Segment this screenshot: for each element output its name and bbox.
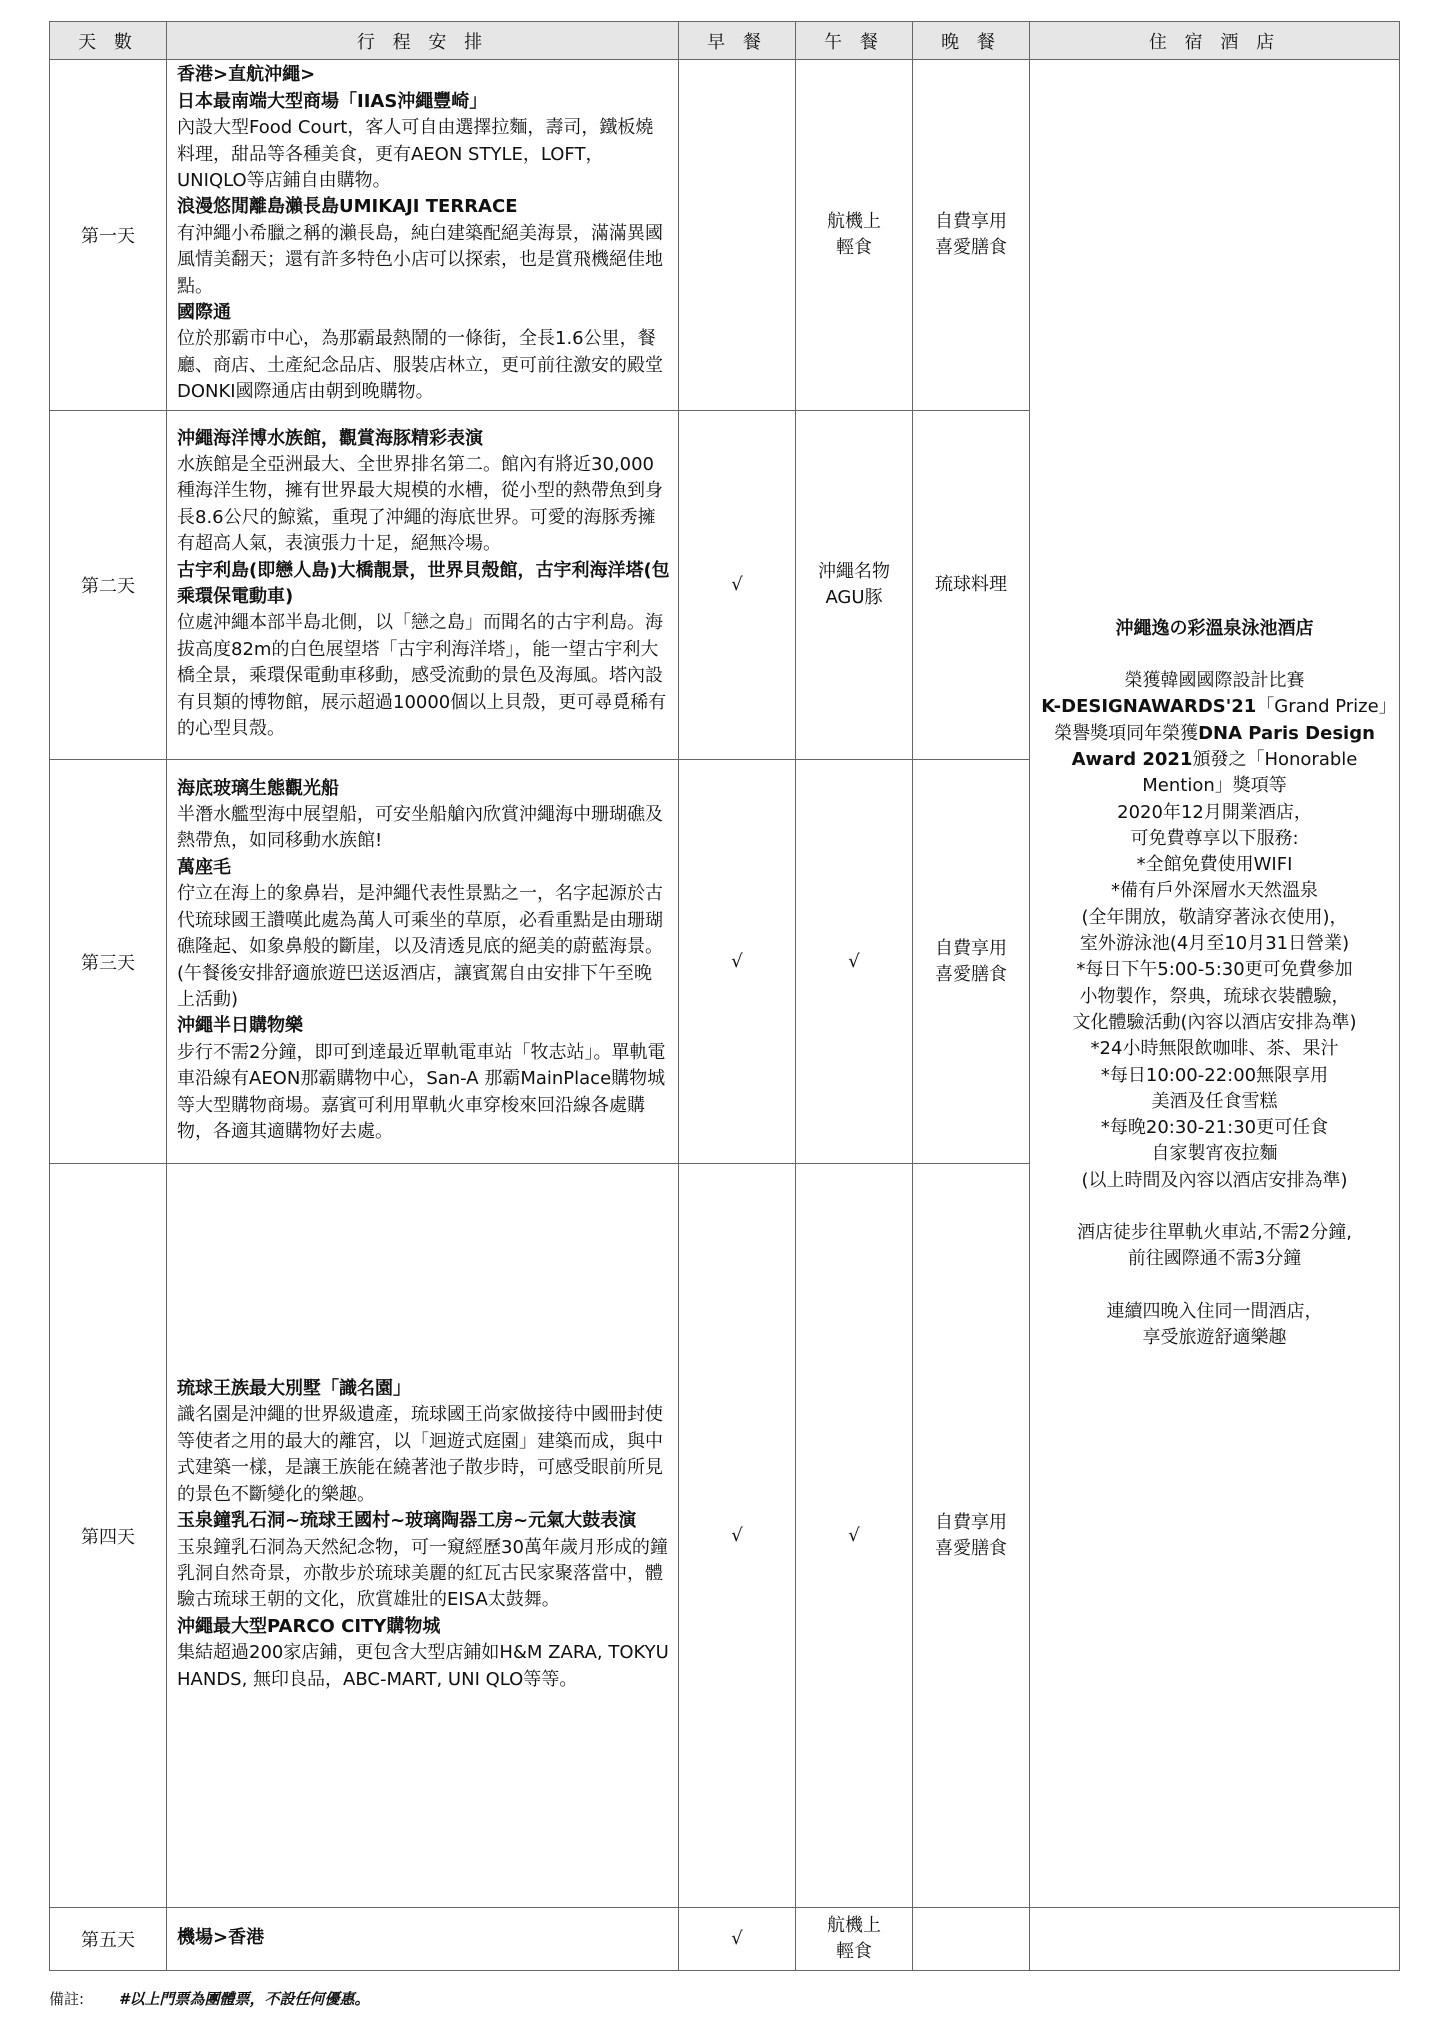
lunch-cell: 航機上 輕食 [796,1908,913,1971]
dinner-cell: 自費享用 喜愛膳食 [913,60,1030,411]
hotel-walk-line: 前往國際通不需3分鐘 [1127,1248,1302,1270]
day-label: 第五天 [50,1908,167,1971]
attraction-text: 半潛水艦型海中展望船，可安坐船艙內欣賞沖繩海中珊瑚礁及熱帶魚，如同移動水族館! [177,804,663,852]
hotel-info-line: 小物製作，祭典，琉球衣裝體驗， [1079,985,1350,1007]
day-label: 第四天 [50,1164,167,1908]
hotel-info-line: (全年開放，敬請穿著泳衣使用)， [1081,906,1348,928]
day-label: 第三天 [50,760,167,1164]
attraction-title: 沖繩半日購物樂 [177,1015,303,1037]
breakfast-cell: √ [679,1164,796,1908]
dinner-cell: 琉球料理 [913,411,1030,760]
day-row [50,1908,1400,1971]
hotel-info-line: *每日下午5:00-5:30更可免費參加 [1076,959,1353,981]
hotel-cell [1030,60,1400,1908]
breakfast-cell [679,60,796,411]
spacer [1040,1273,1389,1299]
attraction-title: 香港>直航沖繩> 日本最南端大型商場「IIAS沖繩豐崎」 [177,64,488,112]
hotel-info-line: *每日10:00-22:00無限享用 [1100,1064,1329,1086]
hotel-stay-line: 享受旅遊舒適樂趣 [1142,1326,1287,1348]
day-schedule [167,1164,679,1908]
lunch-cell: √ [796,1164,913,1908]
hotel-stay-line: 連續四晚入住同一間酒店， [1106,1300,1323,1322]
hotel-info-line: *每晚20:30-21:30更可任食 [1100,1117,1329,1139]
hotel-info-line: 自家製宵夜拉麵 [1151,1143,1278,1165]
footnote-label: 備註: [49,1990,85,2008]
day-schedule [167,760,679,1164]
attraction-title: 浪漫悠閒離島瀨長島UMIKAJI TERRACE [177,196,518,218]
attraction-text: 步行不需2分鐘，即可到達最近單軌電車站「牧志站」。單軌電車沿線有AEON那霸購物中心，San-A 那霸MainPlace購物城等大型購物商場。嘉賓可利用單軌火車穿梭來回沿線各處購物，各適其適購物好去處。 [177,1041,666,1142]
spacer [1040,1194,1389,1220]
header-day: 天 數 [50,22,167,60]
award-name: K-DESIGNAWARDS'21 [1041,696,1257,718]
attraction-title: 古宇利島(即戀人島)大橋靚景，世界貝殼館，古宇利海洋塔(包乘環保電動車) [177,559,670,607]
header-row [50,22,1400,60]
dinner-cell [913,1908,1030,1971]
attraction-title: 琉球王族最大別墅「識名園」 [177,1378,411,1400]
attraction-text: 識名園是沖繩的世界級遺產，琉球國王尚家做接待中國冊封使等使者之用的最大的離宮，以「迴遊式庭園」建築而成，與中式建築一樣，是讓王族能在繞著池子散步時，可感受眼前所見的景色不斷變化的樂趣。 [177,1404,663,1505]
hotel-info-line: 室外游泳池(4月至10月31日營業) [1079,933,1350,955]
day-label: 第二天 [50,411,167,760]
hotel-info-line: 可免費尊享以下服務: [1130,827,1299,849]
hotel-info-line: *備有戶外深層水天然溫泉 [1111,880,1318,902]
day-row [50,60,1400,411]
day-schedule [167,60,679,411]
header-hotel: 住 宿 酒 店 [1030,22,1400,60]
hotel-info-line: (以上時間及內容以酒店安排為準) [1081,1169,1348,1191]
hotel-info-line: *全館免費使用WIFI [1136,854,1293,876]
breakfast-cell: √ [679,1908,796,1971]
hotel-name: 沖繩逸の彩溫泉泳池酒店 [1115,617,1314,639]
hotel-award-intro: 榮獲韓國國際設計比賽 [1124,670,1305,692]
header-breakfast: 早 餐 [679,22,796,60]
attraction-title: 海底玻璃生態觀光船 [177,777,339,799]
lunch-cell: 沖繩名物 AGU豚 [796,411,913,760]
header-lunch: 午 餐 [796,22,913,60]
hotel-cell-empty [1030,1908,1400,1971]
dinner-cell: 自費享用 喜愛膳食 [913,760,1030,1164]
attraction-title: 沖繩最大型PARCO CITY購物城 [177,1615,441,1637]
attraction-title: 機場>香港 [177,1926,265,1948]
hotel-award-text [1040,694,1389,799]
attraction-text: 位於那霸市中心，為那霸最熱鬧的一條街，全長1.6公里，餐廳、商店、土產紀念品店、服裝店林立，更可前往激安的殿堂DONKI國際通店由朝到晚購物。 [177,328,663,403]
breakfast-cell: √ [679,760,796,1164]
attraction-title: 國際通 [177,302,231,324]
day-schedule [167,411,679,760]
attraction-title: 沖繩海洋博水族館，觀賞海豚精彩表演 [177,427,483,449]
attraction-text: 位處沖繩本部半島北側，以「戀之島」而聞名的古宇利島。海拔高度82m的白色展望塔「古宇利海洋塔」，能一望古宇利大橋全景，乘環保電動車移動，感受流動的景色及海風。塔內設有貝類的博物館，展示超過10000個以上貝殼，更可尋覓稀有的心型貝殼。 [177,612,667,740]
hotel-info-line: 美酒及任食雪糕 [1151,1090,1278,1112]
attraction-text: 玉泉鐘乳石洞為天然紀念物，可一窺經歷30萬年歲月形成的鐘乳洞自然奇景，亦散步於琉球美麗的紅瓦古民家聚落當中，體驗古琉球王朝的文化，欣賞雄壯的EISA太鼓舞。 [177,1536,668,1611]
dinner-cell: 自費享用 喜愛膳食 [913,1164,1030,1908]
hotel-info-line: *24小時無限飲咖啡、茶、果汁 [1090,1038,1339,1060]
attraction-title: 玉泉鐘乳石洞~琉球王國村~玻璃陶器工房~元氣大鼓表演 [177,1510,637,1532]
attraction-title: 萬座毛 [177,856,231,878]
header-schedule: 行 程 安 排 [167,22,679,60]
footnote [49,1988,369,2009]
hotel-info-line: 2020年12月開業酒店， [1117,801,1312,823]
attraction-text: 水族館是全亞洲最大、全世界排名第二。館內有將近30,000種海洋生物，擁有世界最大規模的水槽，從小型的熱帶魚到身長8.6公尺的鯨鯊，重現了沖繩的海底世界。可愛的海豚秀擁有超高人氣，表演張力十足，絕無冷場。 [177,453,663,555]
footnote-text: #以上門票為團體票，不設任何優惠。 [119,1990,370,2008]
attraction-text: 內設大型Food Court，客人可自由選擇拉麵，壽司，鐵板燒料理，甜品等各種美食，更有AEON STYLE，LOFT，UNIQLO等店鋪自由購物。 [177,117,654,191]
award-tail: 頒發之「Honorable Mention」獎項等 [1142,748,1358,797]
hotel-walk-line: 酒店徒步往單軌火車站,不需2分鐘, [1077,1222,1352,1244]
lunch-cell: 航機上 輕食 [796,60,913,411]
breakfast-cell: √ [679,411,796,760]
award-tail: 「Grand Prize」榮譽獎項同年榮獲 [1054,696,1388,744]
header-dinner: 晚 餐 [913,22,1030,60]
lunch-cell: √ [796,760,913,1164]
attraction-text: 佇立在海上的象鼻岩，是沖繩代表性景點之一，名字起源於古代琉球國王讚嘆此處為萬人可乘坐的草原，必看重點是由珊瑚礁隆起、如象鼻般的斷崖，以及清透見底的絕美的蔚藍海景。 (午餐後安排舒適旅遊巴送返酒店，讓賓駕自由安排下午至晚上活動) [177,883,663,1010]
hotel-info-line: 文化體驗活動(內容以酒店安排為準) [1072,1011,1357,1033]
award-name: DNA Paris Design Award 2021 [1071,722,1375,770]
attraction-text: 集結超過200家店鋪，更包含大型店鋪如H&M ZARA, TOKYU HANDS, 無印良品，ABC-MART, UNI QLO等等。 [177,1642,669,1690]
attraction-text: 有沖繩小希臘之稱的瀨長島，純白建築配絕美海景，滿滿異國風情美翻天；還有許多特色小店可以探索，也是賞飛機絕佳地點。 [177,222,663,297]
day-schedule [167,1908,679,1971]
itinerary-table [49,21,1400,1971]
day-label: 第一天 [50,60,167,411]
